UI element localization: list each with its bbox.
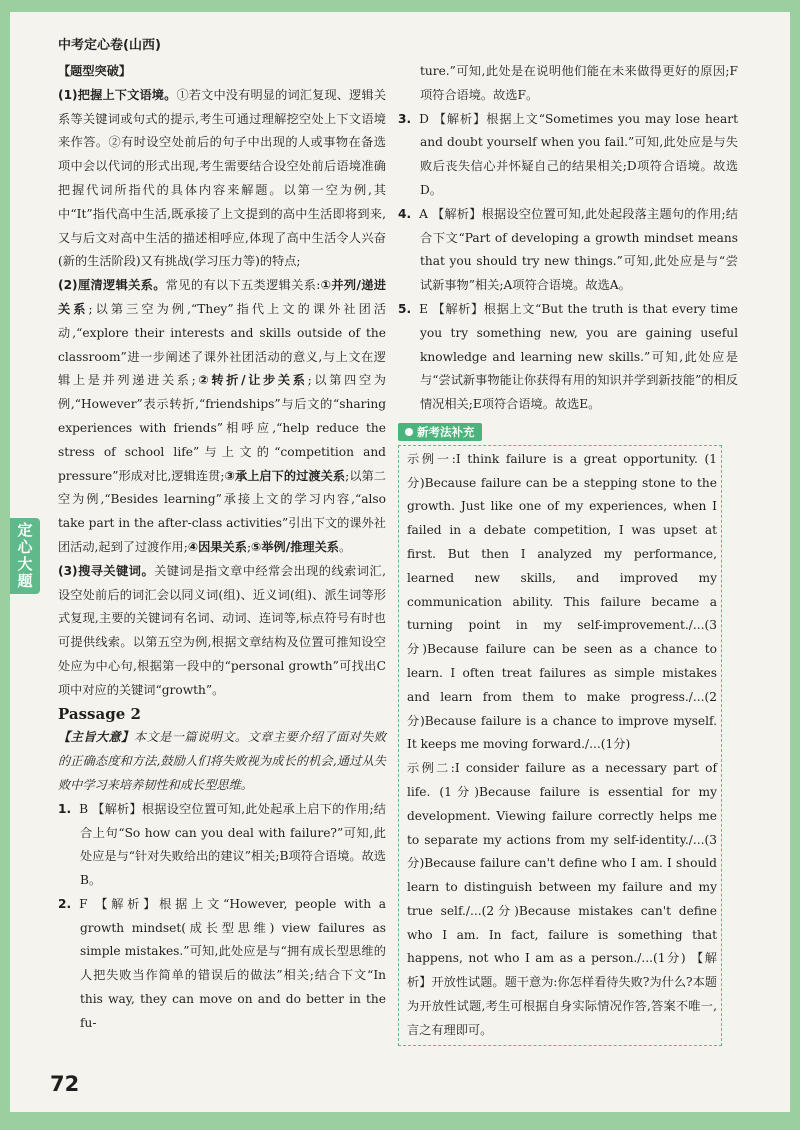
section-title: 【题型突破】 <box>58 64 132 78</box>
answer-item-1 <box>58 798 386 893</box>
answer-number: 1. <box>58 801 72 816</box>
para2-bold-5: ⑤举例/推理关系 <box>251 539 339 554</box>
paragraph-keywords <box>58 560 386 703</box>
supplement-badge <box>398 423 482 441</box>
para3-text: 关键词是指文章中经常会出现的线索词汇,设空处前后的词汇会以同义词(组)、近义词(组)、派生词等形式复现,主要的关键词有名词、动词、连词等,标点符号有时也可提供线索。以第五空为例,根据文章结构及位置可推知设空处应为中心句,根据第一段中的“personal growth”可找出C项中对应的关键词“growth”。 <box>58 563 386 697</box>
answer-number: 3. <box>398 111 412 126</box>
answer-text: A 【解析】根据设空位置可知,此处起段落主题句的作用;结合下文“Part of developing a growth mindset means that you should try new things.”可知,此处应是与“尝试新事物”相关;A项符合语境。故选A。 <box>419 206 738 293</box>
para2-bold-2: ②转折/让步关系 <box>195 373 308 388</box>
para2-text-f: 。 <box>338 539 352 554</box>
para2-bold-3: ③承上启下的过渡关系 <box>224 468 346 483</box>
para2-text-a: 常见的有以下五类逻辑关系: <box>165 278 321 293</box>
side-tab: 定心大题 <box>10 518 40 594</box>
example-2: 示例二:I consider failure as a necessary part of life. (1分)Because failure is essential for my development. Viewing failure correctly helps me to separate my actions from my self-identity./...(3分)Because failure can't define who I am. I should learn to distinguish between my failure and my true self./...(2分)Because mistakes can't define who I am. In fact, failure is something that happens, not who I am as a person./...(1分) 【解析】开放性试题。题干意为:你怎样看待失败?为什么?本题为开放性试题,考生可根据自身实际情况作答,答案不唯一,言之有理即可。 <box>407 761 717 1037</box>
answer-number: 4. <box>398 206 412 221</box>
answer-item-5 <box>398 298 738 417</box>
para1-text: ①若文中没有明显的词汇复现、逻辑关系等关键词或句式的提示,考生可通过理解挖空处上下文语境来作答。②有时设空处前后的句子中出现的人或事物在备选项中会以代词的形式出现,考生需要结合设空处前后语境准确把握代词所指代的具体内容来解题。以第一空为例,其中“It”指代高中生活,既承接了上文提到的高中生活即将到来,又与后文对高中生活的描述相呼应,体现了高中生活令人兴奋(新的生活阶段)又有挑战(学习压力等)的特点; <box>58 87 387 269</box>
passage-title: Passage 2 <box>58 704 141 723</box>
page-number: 72 <box>50 1072 80 1096</box>
left-column <box>58 60 386 1036</box>
para2-text-b: ;以第三空为例,“They”指代上文的课外社团活动,“explore their interests and skills outside of the classroom”进一步阐述了课外社团活动的意义,与上文在逻辑上是并列递进关系; <box>58 301 386 388</box>
paragraph-logic <box>58 274 386 560</box>
answer-2-continued: ture.”可知,此处是在说明他们能在未来做得更好的原因;F项符合语境。故选F。 <box>420 64 738 102</box>
answer-number: 5. <box>398 301 412 316</box>
supplement-badge-label: 新考法补充 <box>417 424 475 439</box>
para2-text-e: ; <box>246 539 252 554</box>
para2-heading: (2)厘清逻辑关系。 <box>58 278 166 293</box>
summary-text: 本文是一篇说明文。文章主要介绍了面对失败的正确态度和方法,鼓励人们将失败视为成长的机会,通过从失败中学习来培养韧性和成长型思维。 <box>58 730 387 792</box>
para2-bold-4: ④因果关系 <box>187 539 247 554</box>
answer-item-4 <box>398 203 738 298</box>
answer-text: B 【解析】根据设空位置可知,此处起承上启下的作用;结合上句“So how can you deal with failure?”可知,此处应是与“针对失败给出的建议”相关;B项符合语境。故选B。 <box>79 801 386 888</box>
para2-bold-1: ①并列/递进关系 <box>58 278 386 316</box>
summary-heading: 【主旨大意】 <box>58 730 134 745</box>
paragraph-context <box>58 84 386 274</box>
right-column <box>398 60 738 1046</box>
example-1: 示例一:I think failure is a great opportunity. (1分)Because failure can be a stepping stone to the growth. Just like one of my experiences, when I failed in a debate competition, I was upset at first. But then I analyzed my performance, learned new skills, and improved my communication ability. This failure became a turning point in my self-improvement./...(3分)Because failure can be seen as a chance to learn. I often treat failures as simple mistakes and learn from them to make progress./...(2分)Because failure is a chance to improve myself. It keeps me moving forward./...(1分) <box>407 451 717 752</box>
answer-text: F 【解析】根据上文“However, people with a growth mindset(成长型思维) view failures as simple mistakes.”可知,此处应是与“拥有成长型思维的人把失败当作简单的错误后的做法”相关;结合下文“In this way, they can move on and do better in the fu- <box>79 896 386 1030</box>
answer-item-3 <box>398 108 738 203</box>
answer-text: E 【解析】根据上文“But the truth is that every time you try something new, you are gaining useful knowledge and learning new skills.”可知,此处应是与“尝试新事物能让你获得有用的知识并学到新技能”的相反情况相关;E项符合语境。故选E。 <box>419 301 738 412</box>
para2-text-c: ;以第四空为例,“However”表示转折,“friendships”与后文的“sharing experiences with friends”相呼应,“help reduce the stress of school life”与上文的“competition and pressure”形成对比,逻辑连贯; <box>58 373 386 483</box>
summary <box>58 726 386 797</box>
answer-item-2 <box>58 893 386 1036</box>
para2-text-d: ;以第二空为例,“Besides learning”承接上文的学习内容,“also take part in the after-class activities”引出下文的课外社团活动,起到了过渡作用; <box>58 468 386 554</box>
para3-heading: (3)搜寻关键词。 <box>58 563 155 578</box>
answer-number: 2. <box>58 896 72 911</box>
bulb-icon <box>405 428 413 436</box>
header-title: 中考定心卷(山西) <box>58 38 161 53</box>
answer-text: D 【解析】根据上文“Sometimes you may lose heart and doubt yourself when you fail.”可知,此处应是与失败后丧失信心并怀疑自己的结果相关;D项符合语境。故选D。 <box>419 111 738 197</box>
supplement-box <box>398 445 722 1046</box>
para1-heading: (1)把握上下文语境。 <box>58 87 177 102</box>
